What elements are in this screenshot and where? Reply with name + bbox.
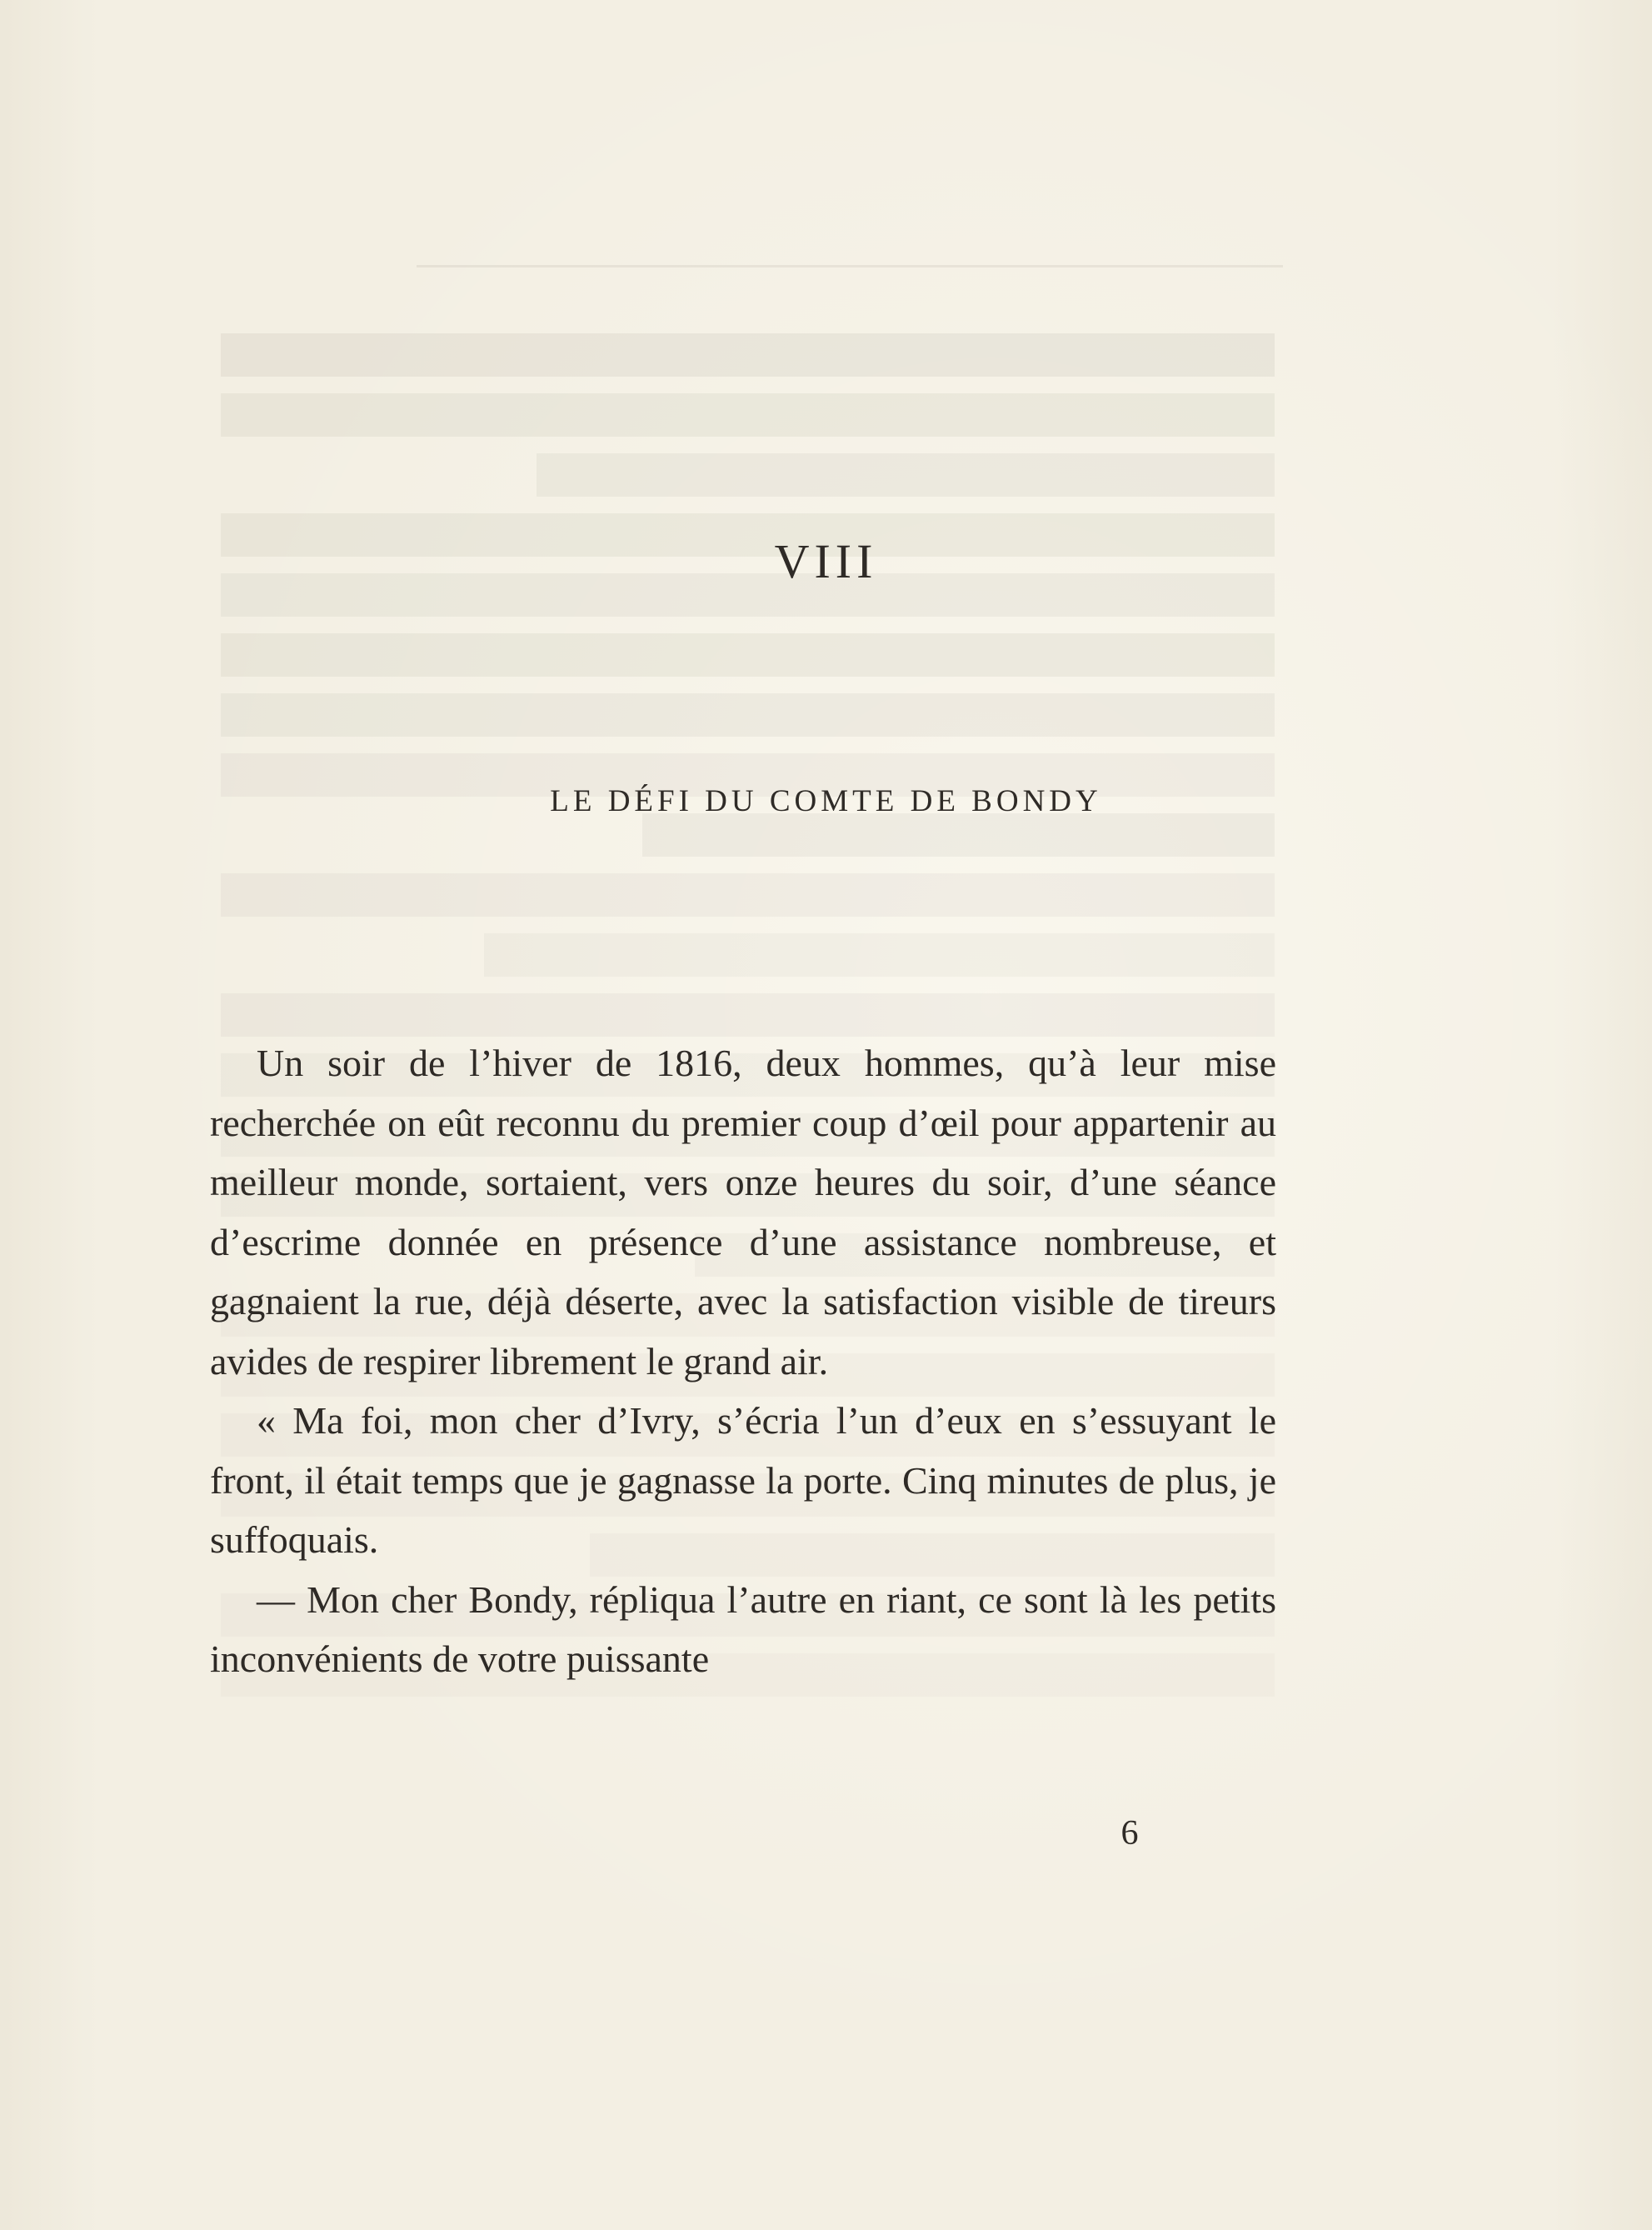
paragraph: Un soir de l’hiver de 1816, deux hommes, qu’à leur mise recherchée on eût reconnu du premier coup d’œil pour appartenir au meilleur monde, sortaient, vers onze heures du soir, d’une séance d’escrime donnée en présence d’une assistance nombreuse, et gagnaient la rue, déjà déserte, avec la satisfaction visible de tireurs avides de respirer librement le grand air. xyxy=(210,1042,1276,1382)
paragraph: « Ma foi, mon cher d’Ivry, s’écria l’un d’eux en s’essuyant le front, il était temps que je gagnasse la porte. Cinq minutes de plus, je suffoquais. xyxy=(210,1399,1276,1561)
page-number: 6 xyxy=(1120,1814,1139,1852)
show-through-rule xyxy=(417,265,1283,268)
chapter-numeral: VIII xyxy=(774,534,878,588)
paragraph: — Mon cher Bondy, répliqua l’autre en riant, ce sont là les petits inconvénients de votre puissante xyxy=(210,1578,1276,1680)
body-text xyxy=(210,1033,1276,1689)
chapter-title: LE DÉFI DU COMTE DE BONDY xyxy=(550,784,1102,818)
